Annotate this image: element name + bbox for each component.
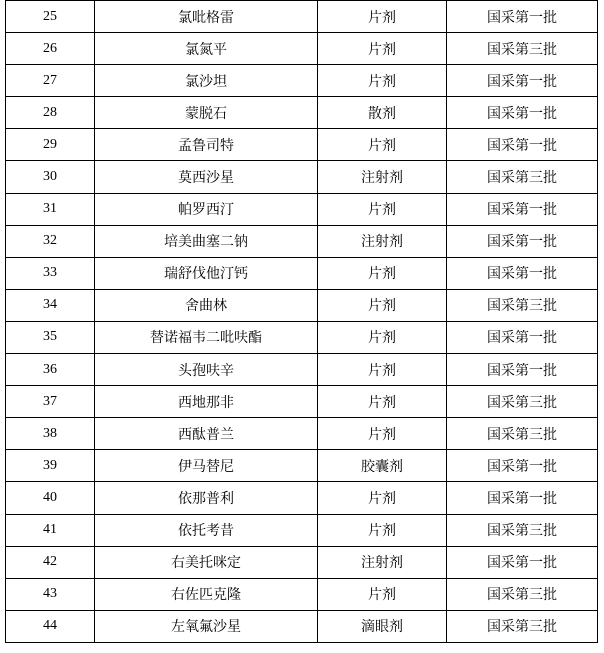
row-number-cell: 39 xyxy=(6,450,95,482)
row-number-cell: 34 xyxy=(6,289,95,321)
row-number-cell: 35 xyxy=(6,321,95,353)
drug-name-cell: 舍曲林 xyxy=(95,289,318,321)
dosage-form-cell: 片剂 xyxy=(318,321,447,353)
dosage-form-cell: 片剂 xyxy=(318,386,447,418)
row-number-cell: 36 xyxy=(6,354,95,386)
drug-name-cell: 伊马替尼 xyxy=(95,450,318,482)
table-row xyxy=(6,514,598,546)
table-row xyxy=(6,161,598,193)
row-number-cell: 31 xyxy=(6,193,95,225)
table-row xyxy=(6,129,598,161)
dosage-form-cell: 散剂 xyxy=(318,97,447,129)
procurement-batch-cell: 国采第三批 xyxy=(447,578,598,610)
dosage-form-cell: 片剂 xyxy=(318,257,447,289)
dosage-form-cell: 滴眼剂 xyxy=(318,610,447,642)
drug-name-cell: 右佐匹克隆 xyxy=(95,578,318,610)
table-row xyxy=(6,225,598,257)
table-row xyxy=(6,97,598,129)
dosage-form-cell: 注射剂 xyxy=(318,161,447,193)
drug-name-cell: 右美托咪定 xyxy=(95,546,318,578)
dosage-form-cell: 片剂 xyxy=(318,289,447,321)
table-row xyxy=(6,578,598,610)
procurement-batch-cell: 国采第三批 xyxy=(447,386,598,418)
dosage-form-cell: 片剂 xyxy=(318,482,447,514)
table-row xyxy=(6,1,598,33)
row-number-cell: 30 xyxy=(6,161,95,193)
drug-name-cell: 帕罗西汀 xyxy=(95,193,318,225)
dosage-form-cell: 注射剂 xyxy=(318,225,447,257)
procurement-batch-cell: 国采第一批 xyxy=(447,321,598,353)
procurement-batch-cell: 国采第一批 xyxy=(447,450,598,482)
row-number-cell: 25 xyxy=(6,1,95,33)
row-number-cell: 32 xyxy=(6,225,95,257)
drug-name-cell: 氯沙坦 xyxy=(95,65,318,97)
table-row xyxy=(6,193,598,225)
procurement-batch-cell: 国采第三批 xyxy=(447,514,598,546)
dosage-form-cell: 片剂 xyxy=(318,1,447,33)
dosage-form-cell: 片剂 xyxy=(318,418,447,450)
drug-name-cell: 头孢呋辛 xyxy=(95,354,318,386)
dosage-form-cell: 胶囊剂 xyxy=(318,450,447,482)
procurement-batch-cell: 国采第一批 xyxy=(447,65,598,97)
drug-name-cell: 莫西沙星 xyxy=(95,161,318,193)
dosage-form-cell: 片剂 xyxy=(318,65,447,97)
drug-name-cell: 依那普利 xyxy=(95,482,318,514)
drug-name-cell: 孟鲁司特 xyxy=(95,129,318,161)
procurement-batch-cell: 国采第一批 xyxy=(447,546,598,578)
table-row xyxy=(6,354,598,386)
row-number-cell: 33 xyxy=(6,257,95,289)
table-row xyxy=(6,610,598,642)
dosage-form-cell: 片剂 xyxy=(318,578,447,610)
row-number-cell: 43 xyxy=(6,578,95,610)
dosage-form-cell: 片剂 xyxy=(318,129,447,161)
drug-name-cell: 瑞舒伐他汀钙 xyxy=(95,257,318,289)
dosage-form-cell: 片剂 xyxy=(318,354,447,386)
table-row xyxy=(6,386,598,418)
table-row xyxy=(6,257,598,289)
drug-name-cell: 蒙脱石 xyxy=(95,97,318,129)
procurement-batch-cell: 国采第一批 xyxy=(447,97,598,129)
row-number-cell: 42 xyxy=(6,546,95,578)
table-row xyxy=(6,546,598,578)
dosage-form-cell: 片剂 xyxy=(318,514,447,546)
procurement-batch-cell: 国采第三批 xyxy=(447,161,598,193)
drug-name-cell: 西酞普兰 xyxy=(95,418,318,450)
procurement-batch-cell: 国采第一批 xyxy=(447,1,598,33)
procurement-batch-cell: 国采第一批 xyxy=(447,354,598,386)
drug-name-cell: 培美曲塞二钠 xyxy=(95,225,318,257)
procurement-batch-cell: 国采第一批 xyxy=(447,193,598,225)
table-row xyxy=(6,289,598,321)
drug-name-cell: 氯吡格雷 xyxy=(95,1,318,33)
table-row xyxy=(6,418,598,450)
drug-name-cell: 左氧氟沙星 xyxy=(95,610,318,642)
procurement-batch-cell: 国采第三批 xyxy=(447,33,598,65)
drug-name-cell: 西地那非 xyxy=(95,386,318,418)
dosage-form-cell: 片剂 xyxy=(318,33,447,65)
row-number-cell: 28 xyxy=(6,97,95,129)
table-row xyxy=(6,321,598,353)
procurement-batch-cell: 国采第三批 xyxy=(447,610,598,642)
table-row xyxy=(6,482,598,514)
procurement-batch-cell: 国采第一批 xyxy=(447,257,598,289)
row-number-cell: 41 xyxy=(6,514,95,546)
drug-list-table-container xyxy=(5,0,598,643)
row-number-cell: 38 xyxy=(6,418,95,450)
procurement-batch-cell: 国采第一批 xyxy=(447,225,598,257)
dosage-form-cell: 注射剂 xyxy=(318,546,447,578)
dosage-form-cell: 片剂 xyxy=(318,193,447,225)
drug-name-cell: 替诺福韦二吡呋酯 xyxy=(95,321,318,353)
table-row xyxy=(6,65,598,97)
table-row xyxy=(6,33,598,65)
row-number-cell: 40 xyxy=(6,482,95,514)
row-number-cell: 37 xyxy=(6,386,95,418)
drug-name-cell: 依托考昔 xyxy=(95,514,318,546)
row-number-cell: 44 xyxy=(6,610,95,642)
procurement-batch-cell: 国采第三批 xyxy=(447,418,598,450)
procurement-batch-cell: 国采第三批 xyxy=(447,289,598,321)
table-body xyxy=(6,1,598,643)
procurement-batch-cell: 国采第一批 xyxy=(447,129,598,161)
row-number-cell: 26 xyxy=(6,33,95,65)
row-number-cell: 29 xyxy=(6,129,95,161)
row-number-cell: 27 xyxy=(6,65,95,97)
procurement-batch-cell: 国采第一批 xyxy=(447,482,598,514)
table-row xyxy=(6,450,598,482)
drug-list-table xyxy=(5,0,598,643)
drug-name-cell: 氯氮平 xyxy=(95,33,318,65)
